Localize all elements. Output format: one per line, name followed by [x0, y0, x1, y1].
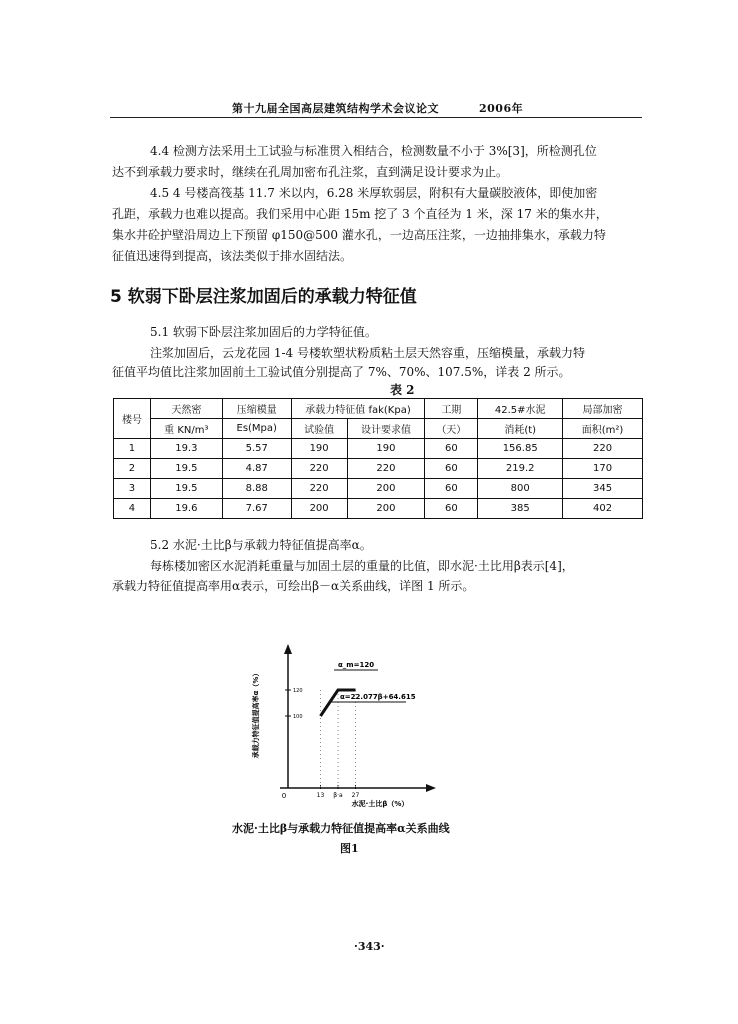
table-row — [114, 459, 643, 479]
table-cell: 1 — [114, 439, 151, 459]
y-axis-label: 承载力特征值提高率α（%） — [252, 669, 260, 759]
paragraph-4-4-line2: 达不到承载力要求时，继续在孔周加密布孔注浆，直到满足设计要求为止。 — [112, 165, 509, 179]
header-building: 楼号 — [114, 399, 151, 439]
table-cell: 190 — [347, 439, 425, 459]
table-cell: 3 — [114, 479, 151, 499]
table-cell: 190 — [291, 439, 347, 459]
paragraph-4-5-line4: 征值迅速得到提高，该法类似于排水固结法。 — [112, 249, 353, 263]
paragraph-5-2-line1: 每栋楼加密区水泥消耗重量与加固土层的重量的比值，即水泥·土比用β表示[4]， — [150, 559, 574, 573]
paragraph-4-5-line1: 4.5 4 号楼高筏基 11.7 米以内，6.28 米厚软弱层，附积有大量碳胶液体，即使加密 — [150, 186, 598, 200]
header-area-line2: 面积(m²) — [563, 419, 643, 439]
header-density-line1: 天然密 — [150, 399, 222, 419]
table-cell: 200 — [347, 499, 425, 519]
header-design-value: 设计要求值 — [347, 419, 425, 439]
table-cell: 220 — [291, 479, 347, 499]
origin-label: 0 — [281, 792, 287, 800]
subsection-5-2-title: 5.2 水泥·土比β与承载力特征值提高率α。 — [150, 538, 372, 552]
table-cell: 220 — [563, 439, 643, 459]
table-cell: 156.85 — [478, 439, 563, 459]
paragraph-4-5-line2: 孔距，承载力也难以提高。我们采用中心距 15m 挖了 3 个直径为 1 米，深 17 米的集水井， — [112, 207, 608, 221]
paragraph-5-1-line2: 征值平均值比注浆加固前土工验试值分别提高了 7%、70%、107.5%，详表 2 所示。 — [112, 365, 571, 379]
table-caption: 表 2 — [390, 383, 415, 397]
figure-caption: 水泥·土比β与承载力特征值提高率α关系曲线 — [232, 822, 450, 835]
table-cell: 19.5 — [150, 459, 222, 479]
table-cell: 7.67 — [222, 499, 291, 519]
table-cell: 60 — [425, 439, 478, 459]
table-header-row — [114, 399, 643, 419]
x-tick-label: 27 — [351, 792, 360, 799]
paragraph-5-1-line1: 注浆加固后，云龙花园 1-4 号楼软塑状粉质粘土层天然容重，压缩模量，承载力特 — [150, 346, 585, 360]
table-cell: 8.88 — [222, 479, 291, 499]
table-cell: 220 — [347, 459, 425, 479]
table-row — [114, 499, 643, 519]
header-cement-line2: 消耗(t) — [478, 419, 563, 439]
table-cell: 5.57 — [222, 439, 291, 459]
page-number: ·343· — [354, 940, 385, 953]
header-year: 2006年 — [479, 102, 524, 115]
annotation-alpha-max: α_m=120 — [338, 661, 375, 669]
header-title: 第十九届全国高层建筑结构学术会议论文 — [232, 102, 439, 115]
table-cell: 60 — [425, 479, 478, 499]
table-cell: 170 — [563, 459, 643, 479]
header-capacity: 承载力特征值 fak(Kpa) — [291, 399, 425, 419]
table-cell: 220 — [291, 459, 347, 479]
table-row — [114, 479, 643, 499]
table-cell: 19.6 — [150, 499, 222, 519]
beta-alpha-chart — [230, 640, 510, 815]
section-5-title: 5 软弱下卧层注浆加固后的承载力特征值 — [110, 287, 417, 307]
header-cement-line1: 42.5#水泥 — [478, 399, 563, 419]
header-period-line1: 工期 — [425, 399, 478, 419]
x-axis-label: 水泥·土比β（%） — [351, 800, 409, 808]
table-cell: 219.2 — [478, 459, 563, 479]
header-area-line1: 局部加密 — [563, 399, 643, 419]
table-cell: 19.5 — [150, 479, 222, 499]
table-cell: 2 — [114, 459, 151, 479]
page-header — [232, 100, 523, 116]
y-axis-arrow — [284, 644, 292, 654]
header-period-line2: （天） — [425, 419, 478, 439]
table-cell: 200 — [347, 479, 425, 499]
paragraph-4-5-line3: 集水井砼护壁沿周边上下预留 φ150@500 灌水孔，一边高压注浆，一边抽排集水，承载力特 — [112, 228, 606, 242]
table-cell: 60 — [425, 499, 478, 519]
table-cell: 402 — [563, 499, 643, 519]
y-tick-label: 100 — [293, 714, 303, 720]
table-cell: 4.87 — [222, 459, 291, 479]
table-cell: 60 — [425, 459, 478, 479]
y-tick-label: 120 — [293, 688, 303, 694]
table-cell: 19.3 — [150, 439, 222, 459]
header-modulus-line1: 压缩模量 — [222, 399, 291, 419]
annotation-equation: α=22.077β+64.615 — [340, 693, 416, 701]
table-cell: 4 — [114, 499, 151, 519]
table-cell: 800 — [478, 479, 563, 499]
paragraph-4-4-line1: 4.4 检测方法采用土工试验与标准贯入相结合，检测数量不小于 3%[3]，所检测孔位 — [150, 144, 597, 158]
x-tick-label: β·a — [333, 792, 343, 799]
paragraph-5-2-line2: 承载力特征值提高率用α表示，可绘出β－α关系曲线，详图 1 所示。 — [112, 579, 475, 593]
table-subheader-row — [114, 419, 643, 439]
figure-number: 图1 — [340, 842, 359, 855]
subsection-5-1-title: 5.1 软弱下卧层注浆加固后的力学特征值。 — [150, 325, 377, 339]
x-axis-arrow — [426, 784, 436, 792]
table-row — [114, 439, 643, 459]
header-rule — [110, 117, 642, 118]
table-cell: 345 — [563, 479, 643, 499]
table-cell: 200 — [291, 499, 347, 519]
x-tick-label: 13 — [316, 792, 325, 799]
header-test-value: 试验值 — [291, 419, 347, 439]
table-2 — [113, 398, 643, 519]
header-modulus-line2: Es(Mpa) — [222, 419, 291, 439]
table-cell: 385 — [478, 499, 563, 519]
header-density-line2: 重 KN/m³ — [150, 419, 222, 439]
